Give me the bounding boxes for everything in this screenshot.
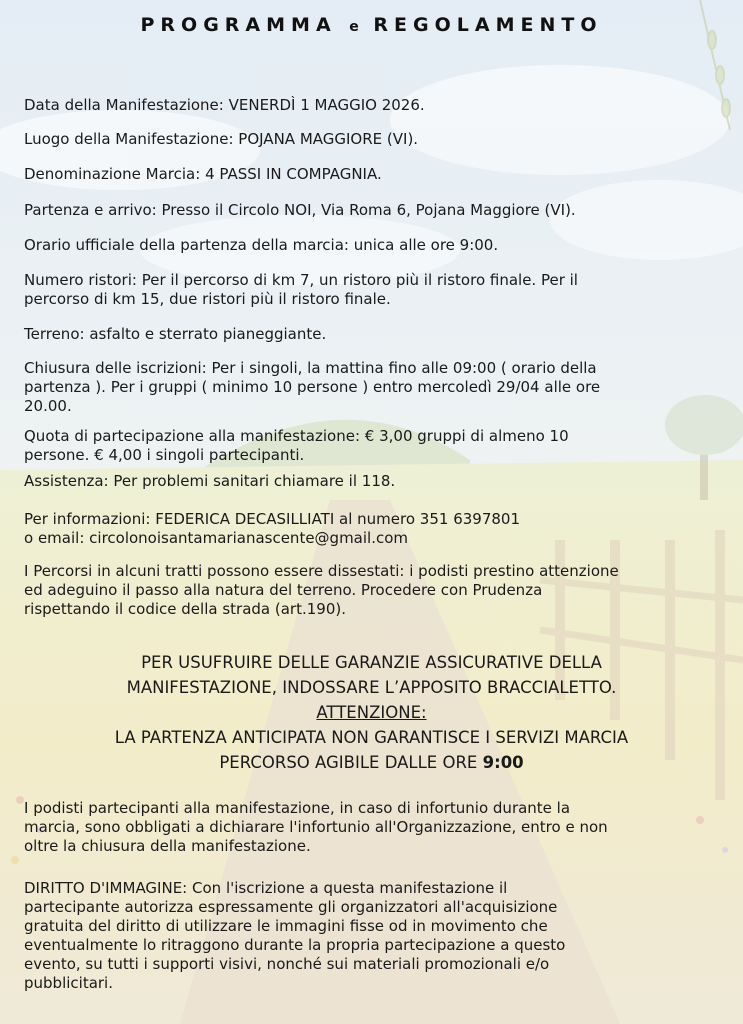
section-ristori [24,271,730,309]
percorsi-line: rispettando il codice della strada (art.190). [24,600,346,618]
notice-line: PER USUFRUIRE DELLE GARANZIE ASSICURATIVE DELLA [141,653,602,672]
field-orario [24,236,724,255]
ristori-line: percorso di km 15, due ristori più il ristoro finale. [24,290,391,308]
title-part-regolamento: REGOLAMENTO [373,14,603,36]
start-time: 9:00 [482,753,524,772]
field-partenza [24,201,724,220]
immagine-line: pubblicitari. [24,974,113,992]
chiusura-line: partenza ). Per i gruppi ( minimo 10 persone ) entro mercoledì 29/04 alle ore [24,378,601,396]
field-value: VENERDÌ 1 MAGGIO 2026. [228,96,425,114]
percorsi-line: ed adeguino il passo alla natura del terreno. Procedere con Prudenza [24,581,543,599]
field-label: Data della Manifestazione: [24,96,224,114]
email-link[interactable]: circolonoisantamarianascente@gmail.com [89,529,409,547]
attention-heading: ATTENZIONE: [316,703,427,722]
field-value: Presso il Circolo NOI, Via Roma 6, Pojana Maggiore (VI). [161,201,576,219]
page-title [0,14,743,36]
infortunio-line: marcia, sono obbligati a dichiarare l'infortunio all'Organizzazione, entro e non [24,818,608,836]
field-label: Orario ufficiale della partenza della marcia: [24,236,349,254]
notice-line: PERCORSO AGIBILE DALLE ORE [219,753,478,772]
field-value: 4 PASSI IN COMPAGNIA. [205,165,382,183]
informazioni-contact: FEDERICA DECASILLIATI al numero 351 6397801 [155,510,520,528]
field-label: Denominazione Marcia: [24,165,201,183]
field-value: Per problemi sanitari chiamare il 118. [113,472,396,490]
immagine-line: partecipante autorizza espressamente gli organizzatori all'acquisizione [24,898,558,916]
immagine-line: Con l'iscrizione a questa manifestazione il [192,879,508,897]
section-chiusura [24,359,730,416]
section-informazioni [24,510,730,548]
section-percorsi [24,562,730,619]
notice-line: LA PARTENZA ANTICIPATA NON GARANTISCE I SERVIZI MARCIA [114,728,629,747]
infortunio-line: oltre la chiusura della manifestazione. [24,837,311,855]
field-luogo [24,130,724,149]
field-value: asfalto e sterrato pianeggiante. [89,325,327,343]
field-assistenza [24,472,724,491]
field-label: Partenza e arrivo: [24,201,157,219]
email-prefix: o email: [24,529,85,547]
chiusura-line: 20.00. [24,397,72,415]
field-label: Terreno: [24,325,85,343]
title-part-programma: PROGRAMMA [140,14,337,36]
title-connector: e [349,19,361,35]
field-value: unica alle ore 9:00. [353,236,499,254]
immagine-label: DIRITTO D'IMMAGINE: [24,879,188,897]
field-value: POJANA MAGGIORE (VI). [238,130,419,148]
field-denominazione [24,165,724,184]
section-diritto-immagine [24,879,730,993]
immagine-line: evento, su tutti i supporti visivi, nonché sui materiali promozionali e/o [24,955,550,973]
notice-line: MANIFESTAZIONE, INDOSSARE L’APPOSITO BRACCIALETTO. [126,678,617,697]
field-label: Luogo della Manifestazione: [24,130,234,148]
quota-label: Quota di partecipazione alla manifestazione: [24,427,360,445]
ristori-label: Numero ristori: [24,271,137,289]
quota-line: persone. € 4,00 i singoli partecipanti. [24,446,305,464]
field-label: Assistenza: [24,472,109,490]
field-data [24,96,724,115]
percorsi-line: I Percorsi in alcuni tratti possono essere dissestati: i podisti prestino attenzione [24,562,619,580]
insurance-notice [0,650,743,775]
ristori-line: Per il percorso di km 7, un ristoro più il ristoro finale. Per il [141,271,578,289]
quota-line: € 3,00 gruppi di almeno 10 [364,427,569,445]
field-terreno [24,325,724,344]
informazioni-label: Per informazioni: [24,510,151,528]
immagine-line: eventualmente lo ritraggono durante la propria partecipazione a questo [24,936,566,954]
section-quota [24,427,730,465]
chiusura-label: Chiusura delle iscrizioni: [24,359,207,377]
immagine-line: gratuita del diritto di utilizzare le immagini fisse od in movimento che [24,917,548,935]
infortunio-line: I podisti partecipanti alla manifestazione, in caso di infortunio durante la [24,799,571,817]
chiusura-line: Per i singoli, la mattina fino alle 09:00 ( orario della [211,359,597,377]
section-infortunio [24,799,730,856]
